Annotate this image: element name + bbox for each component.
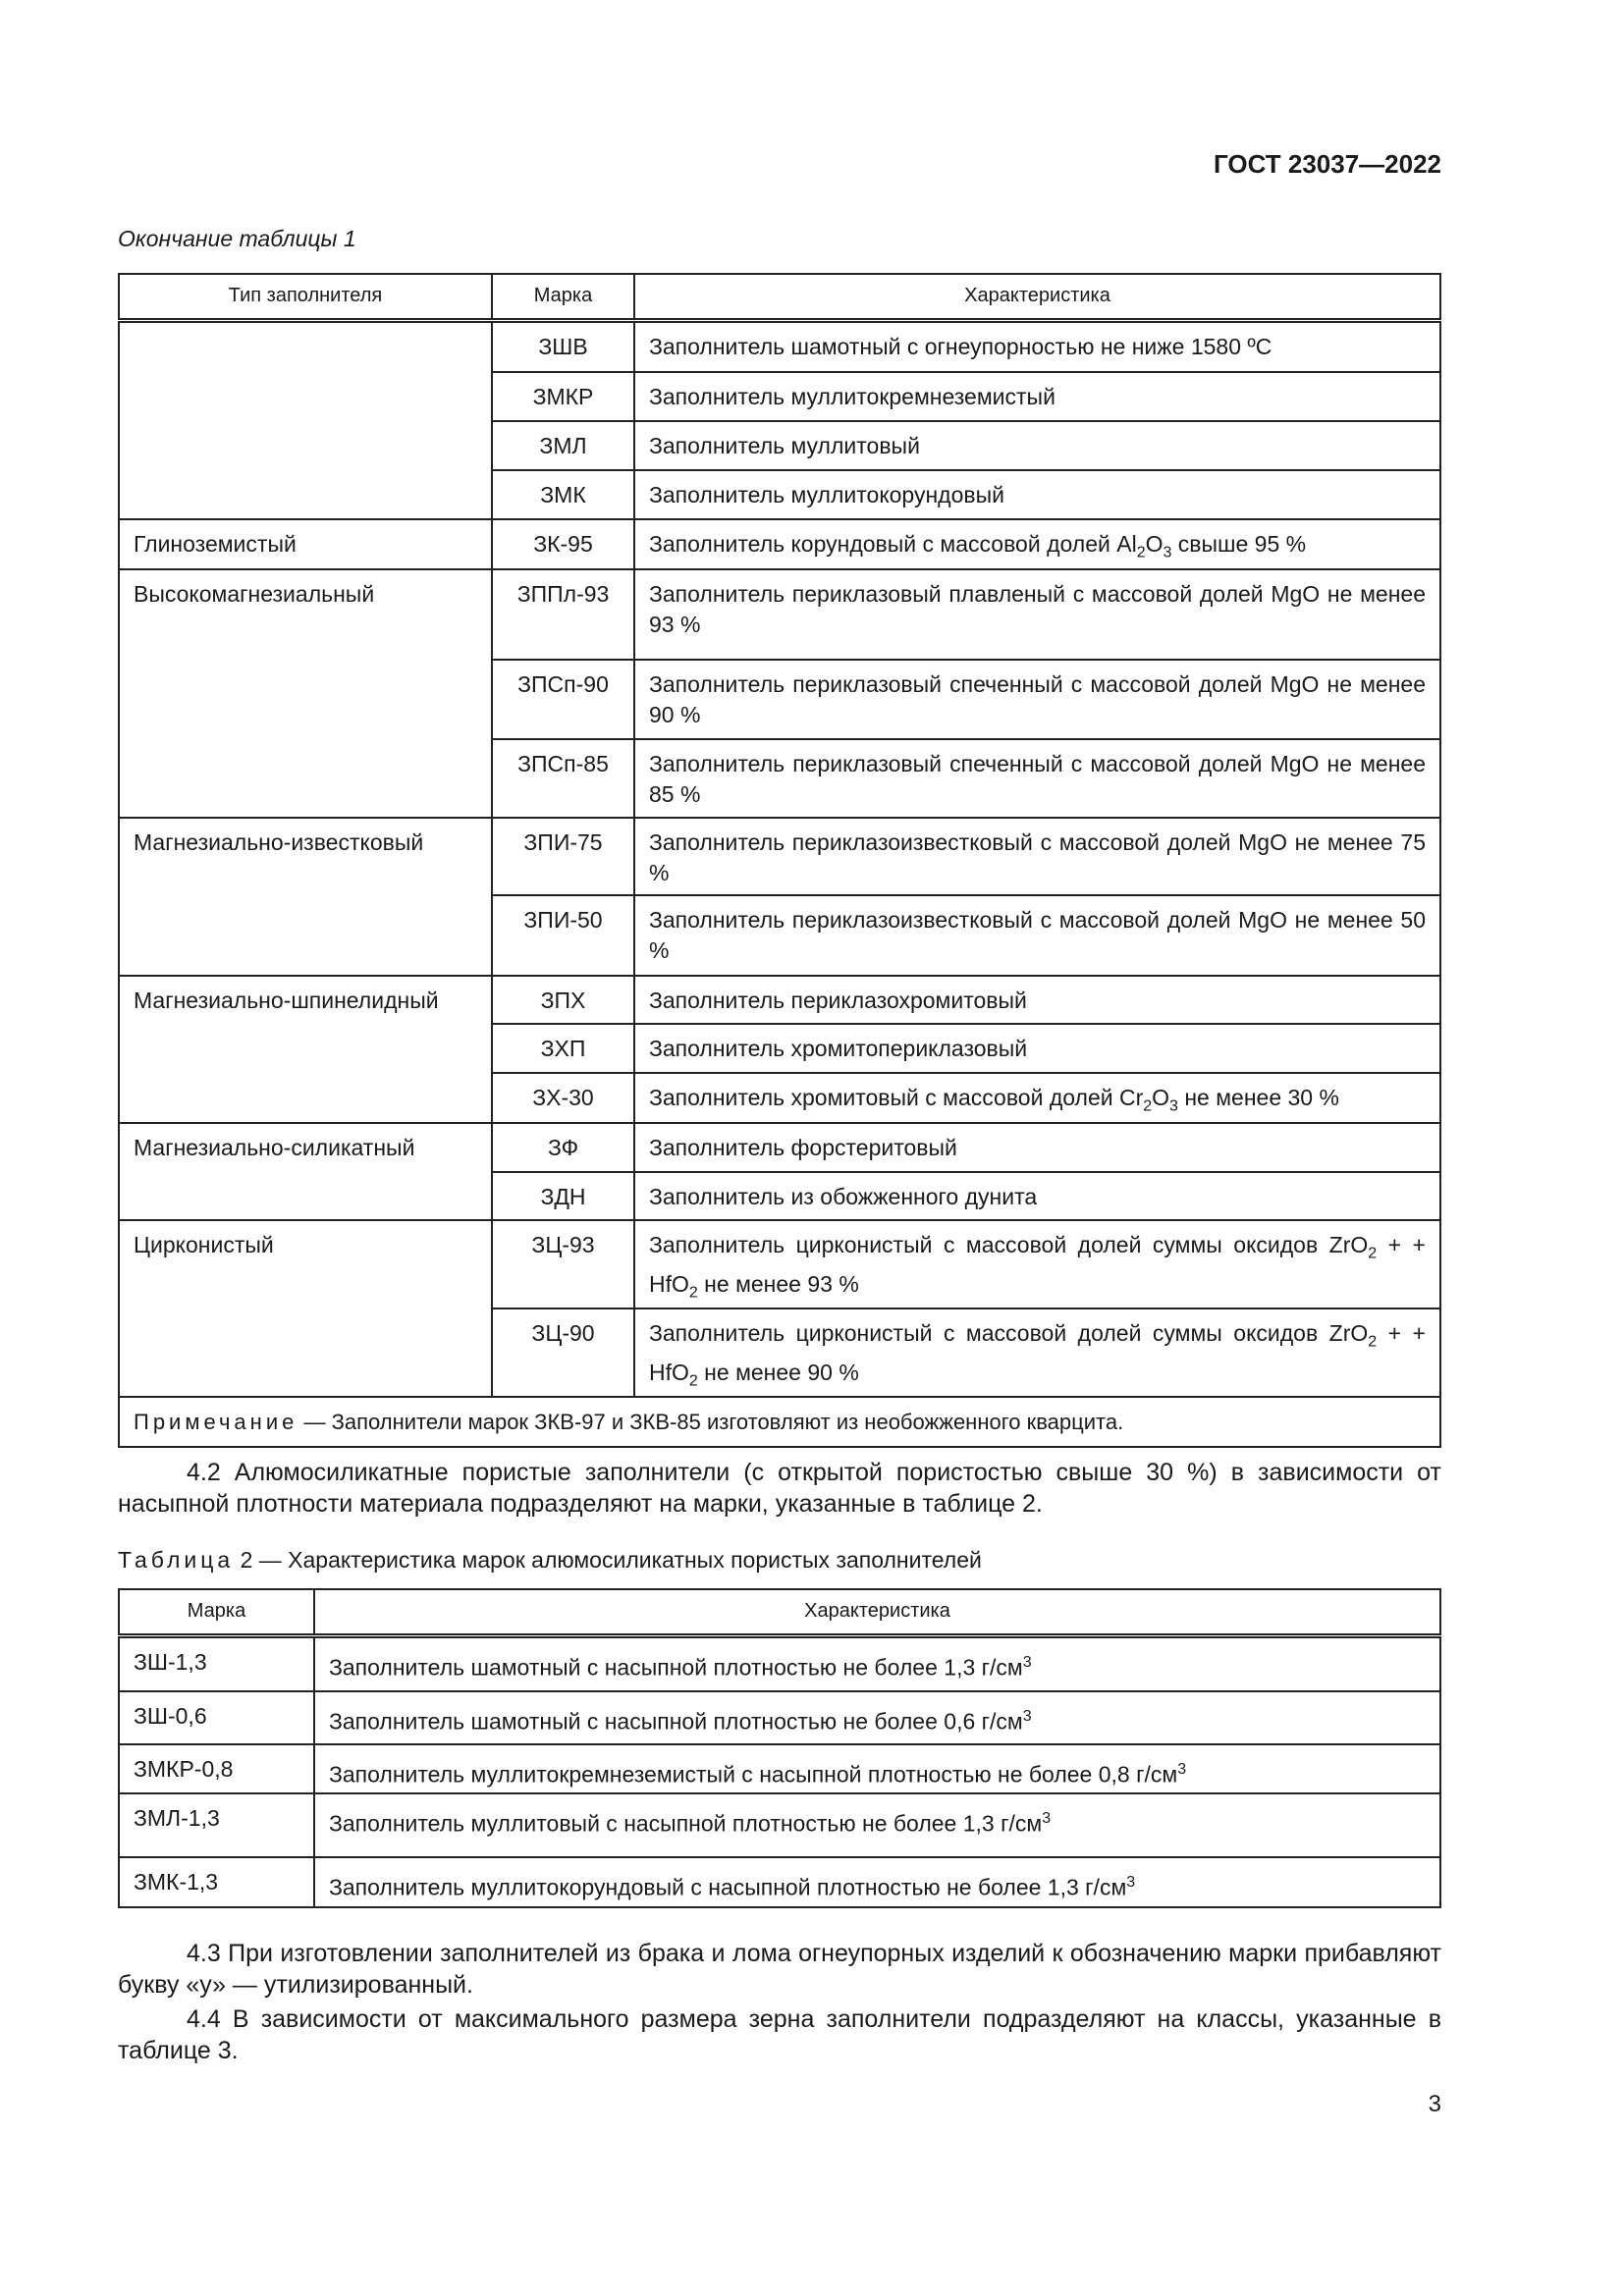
subscript: 2 xyxy=(688,1372,698,1390)
table-row xyxy=(119,569,1440,660)
superscript: 3 xyxy=(1042,1810,1052,1827)
mark-cell: ЗШВ xyxy=(492,320,634,372)
desc-text: Заполнитель муллитокремнеземистый с насыпной плотностью не более 0,8 г/см xyxy=(329,1761,1178,1788)
table-continuation-label: Окончание таблицы 1 xyxy=(118,226,356,251)
table-2 xyxy=(118,1588,1441,1908)
desc-text: Заполнитель хромитовый с массовой долей Cr xyxy=(649,1085,1144,1110)
column-header: Характеристика xyxy=(314,1589,1440,1635)
column-header: Марка xyxy=(119,1589,314,1635)
subscript: 2 xyxy=(688,1284,698,1302)
desc-text: Заполнитель цирконистый с массовой долей суммы оксидов ZrO xyxy=(649,1232,1369,1257)
table-2-caption xyxy=(118,1547,982,1574)
desc-cell: Заполнитель муллитокремнеземистый xyxy=(634,372,1440,421)
table-note-row xyxy=(119,1397,1440,1447)
mark-cell: ЗМЛ xyxy=(492,421,634,470)
desc-cell xyxy=(314,1744,1440,1793)
desc-cell xyxy=(314,1857,1440,1907)
desc-cell xyxy=(634,519,1440,569)
mark-cell: ЗМКР-0,8 xyxy=(119,1744,314,1793)
desc-text: свыше 95 % xyxy=(1171,531,1307,557)
mark-cell: ЗШ-0,6 xyxy=(119,1691,314,1744)
table-row xyxy=(119,1744,1440,1793)
mark-cell: ЗК-95 xyxy=(492,519,634,569)
desc-cell: Заполнитель хромитопериклазовый xyxy=(634,1024,1440,1073)
desc-cell: Заполнитель шамотный с огнеупорностью не ниже 1580 ºС xyxy=(634,320,1440,372)
caption-label: Таблица xyxy=(118,1547,235,1573)
table-row xyxy=(119,1123,1440,1172)
desc-cell xyxy=(634,1220,1440,1308)
mark-cell: ЗХП xyxy=(492,1024,634,1073)
superscript: 3 xyxy=(1022,1708,1032,1725)
mark-cell: ЗПИ-50 xyxy=(492,895,634,976)
mark-cell: ЗППл-93 xyxy=(492,569,634,660)
desc-text: не менее 90 % xyxy=(697,1359,859,1385)
mark-cell: ЗМК xyxy=(492,470,634,519)
type-cell: Магнезиально-шпинелидный xyxy=(119,976,492,1123)
desc-text: Заполнитель шамотный с насыпной плотностью не более 0,6 г/см xyxy=(329,1708,1023,1735)
mark-cell: ЗЦ-90 xyxy=(492,1308,634,1397)
type-cell xyxy=(119,320,492,519)
mark-cell: ЗЦ-93 xyxy=(492,1220,634,1308)
caption-text: 2 — Характеристика марок алюмосиликатных пористых заполнителей xyxy=(234,1547,982,1573)
desc-cell: Заполнитель периклазохромитовый xyxy=(634,976,1440,1024)
desc-cell xyxy=(314,1691,1440,1744)
subscript: 3 xyxy=(1163,544,1172,561)
table-1 xyxy=(118,273,1441,1448)
table-row xyxy=(119,320,1440,372)
table-header-row xyxy=(119,274,1440,320)
subscript: 2 xyxy=(1368,1333,1378,1351)
desc-text: Заполнитель шамотный с насыпной плотностью не более 1,3 г/см xyxy=(329,1654,1023,1681)
desc-cell: Заполнитель муллитовый xyxy=(634,421,1440,470)
table-header-row xyxy=(119,1589,1440,1635)
type-cell: Глиноземистый xyxy=(119,519,492,569)
table-row xyxy=(119,976,1440,1024)
table-row xyxy=(119,1220,1440,1308)
subscript: 3 xyxy=(1169,1097,1178,1115)
table-row xyxy=(119,1691,1440,1744)
superscript: 3 xyxy=(1126,1874,1136,1891)
table-note xyxy=(119,1397,1440,1447)
desc-cell xyxy=(314,1793,1440,1857)
desc-text: не менее 93 % xyxy=(697,1270,859,1297)
desc-cell: Заполнитель из обожженного дунита xyxy=(634,1172,1440,1220)
desc-cell: Заполнитель форстеритовый xyxy=(634,1123,1440,1172)
desc-cell xyxy=(314,1635,1440,1691)
table-row xyxy=(119,818,1440,895)
paragraph-4-3: 4.3 При изготовлении заполнителей из брака и лома огнеупорных изделий к обозначению марки прибавляют букву «у» — утилизированный. xyxy=(118,1940,1441,1999)
document-code: ГОСТ 23037—2022 xyxy=(1214,149,1441,179)
mark-cell: ЗШ-1,3 xyxy=(119,1635,314,1691)
mark-cell: ЗДН xyxy=(492,1172,634,1220)
desc-text: Заполнитель муллитокорундовый с насыпной плотностью не более 1,3 г/см xyxy=(329,1874,1127,1900)
mark-cell: ЗПХ xyxy=(492,976,634,1024)
desc-cell: Заполнитель периклазоизвестковый с массовой долей MgO не менее 50 % xyxy=(634,895,1440,976)
subscript: 2 xyxy=(1368,1245,1378,1262)
type-cell: Высокомагнезиальный xyxy=(119,569,492,818)
mark-cell: ЗХ-30 xyxy=(492,1073,634,1123)
column-header: Тип заполнителя xyxy=(119,274,492,320)
subscript: 2 xyxy=(1136,544,1146,561)
mark-cell: ЗПСп-90 xyxy=(492,660,634,739)
table-row xyxy=(119,519,1440,569)
desc-cell xyxy=(634,1308,1440,1397)
desc-text: O xyxy=(1145,531,1164,557)
superscript: 3 xyxy=(1022,1653,1032,1671)
desc-cell: Заполнитель периклазоизвестковый с массовой долей MgO не менее 75 % xyxy=(634,818,1440,895)
desc-cell: Заполнитель периклазовый спеченный с массовой долей MgO не менее 85 % xyxy=(634,739,1440,818)
mark-cell: ЗПСп-85 xyxy=(492,739,634,818)
table-row xyxy=(119,1857,1440,1907)
superscript: 3 xyxy=(1177,1761,1187,1778)
desc-text: O xyxy=(1152,1085,1170,1110)
column-header: Характеристика xyxy=(634,274,1440,320)
page-number: 3 xyxy=(1428,2091,1441,2117)
desc-cell: Заполнитель периклазовый спеченный с массовой долей MgO не менее 90 % xyxy=(634,660,1440,739)
desc-text: Заполнитель муллитовый с насыпной плотностью не более 1,3 г/см xyxy=(329,1810,1043,1837)
note-text: — Заполнители марок ЗКВ-97 и ЗКВ-85 изготовляют из необожженного кварцита. xyxy=(298,1410,1124,1435)
column-header: Марка xyxy=(492,274,634,320)
note-label: Примечание xyxy=(134,1410,298,1435)
mark-cell: ЗПИ-75 xyxy=(492,818,634,895)
subscript: 2 xyxy=(1143,1097,1153,1115)
mark-cell: ЗМКР xyxy=(492,372,634,421)
desc-text: Заполнитель цирконистый с массовой долей суммы оксидов ZrO xyxy=(649,1320,1369,1347)
mark-cell: ЗМК-1,3 xyxy=(119,1857,314,1907)
desc-text: не менее 30 % xyxy=(1177,1085,1339,1110)
type-cell: Цирконистый xyxy=(119,1220,492,1397)
desc-cell xyxy=(634,1073,1440,1123)
paragraph-4-4: 4.4 В зависимости от максимального размера зерна заполнители подразделяют на классы, указанные в таблице 3. xyxy=(118,2005,1441,2064)
type-cell: Магнезиально-силикатный xyxy=(119,1123,492,1220)
desc-text: Заполнитель корундовый с массовой долей Al xyxy=(649,531,1137,557)
type-cell: Магнезиально-известковый xyxy=(119,818,492,976)
desc-cell: Заполнитель периклазовый плавленый с массовой долей MgO не менее 93 % xyxy=(634,569,1440,660)
mark-cell: ЗФ xyxy=(492,1123,634,1172)
desc-cell: Заполнитель муллитокорундовый xyxy=(634,470,1440,519)
desc-text: + + HfO xyxy=(649,1232,1426,1297)
table-row xyxy=(119,1635,1440,1691)
table-row xyxy=(119,1793,1440,1857)
desc-text: + + HfO xyxy=(649,1320,1426,1385)
paragraph-4-2: 4.2 Алюмосиликатные пористые заполнители (с открытой пористостью свыше 30 %) в зависимости от насыпной плотности материала подразделяют на марки, указанные в таблице 2. xyxy=(118,1459,1441,1518)
mark-cell: ЗМЛ-1,3 xyxy=(119,1793,314,1857)
